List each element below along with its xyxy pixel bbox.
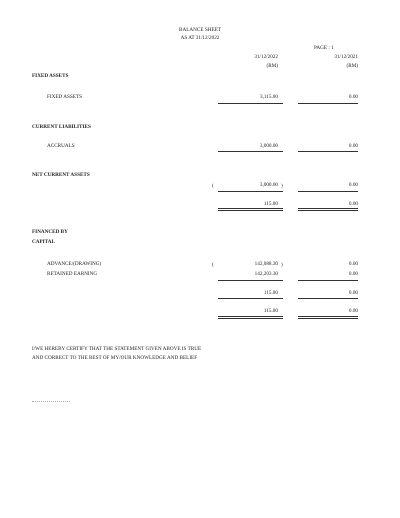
row-label-accruals: ACCRUALS bbox=[47, 143, 75, 149]
section-financed-by: FINANCED BY bbox=[32, 229, 68, 235]
rule-capital-prior bbox=[298, 280, 358, 281]
double-rule-nca-prior bbox=[298, 208, 358, 211]
signature-line bbox=[32, 401, 70, 402]
row-current-advance-drawing: 142,088.30 bbox=[254, 261, 278, 267]
report-title: BALANCE SHEET bbox=[179, 27, 221, 33]
rule-nca-current bbox=[218, 191, 283, 192]
row-current-fixed-assets: 3,115.00 bbox=[260, 94, 278, 100]
rule-nca-prior bbox=[298, 191, 358, 192]
total-current-capital: 115.00 bbox=[263, 308, 278, 314]
row-current-nca: 3,000.00 bbox=[259, 182, 278, 188]
column-current-date: 31/12/2022 bbox=[254, 54, 278, 60]
section-current-liabilities: CURRENT LIABILITIES bbox=[32, 124, 91, 130]
column-prior-date: 31/12/2021 bbox=[334, 54, 358, 60]
subtotal-prior-capital: 0.00 bbox=[348, 290, 358, 296]
report-subtitle: AS AT 31/12/2022 bbox=[180, 35, 220, 41]
row-prior-advance-drawing: 0.00 bbox=[348, 261, 358, 267]
paren-close-advance: ) bbox=[281, 262, 283, 268]
column-current-unit: (RM) bbox=[266, 63, 278, 69]
rule-fixed-assets-current bbox=[218, 103, 283, 104]
row-current-accruals: 3,000.00 bbox=[259, 143, 278, 149]
row-label-retained-earning: RETAINED EARNING bbox=[47, 271, 98, 277]
certification-line-2: AND CORRECT TO THE BEST OF MY/OUR KNOWLEDGE AND BELIEF bbox=[32, 355, 198, 361]
row-prior-nca: 0.00 bbox=[348, 182, 358, 188]
page-number: PAGE : 1 bbox=[314, 45, 334, 51]
total-current-nca: 115.00 bbox=[263, 201, 278, 207]
row-prior-accruals: 0.00 bbox=[348, 143, 358, 149]
paren-open-advance: ( bbox=[212, 262, 214, 268]
total-prior-nca: 0.00 bbox=[348, 201, 358, 207]
double-rule-capital-current bbox=[218, 316, 283, 319]
rule-fixed-assets-prior bbox=[298, 103, 358, 104]
section-fixed-assets: FIXED ASSETS bbox=[32, 73, 69, 79]
row-label-fixed-assets: FIXED ASSETS bbox=[47, 94, 83, 100]
row-current-retained-earning: 142,203.30 bbox=[254, 271, 278, 277]
column-prior-unit: (RM) bbox=[346, 63, 358, 69]
row-prior-fixed-assets: 0.00 bbox=[348, 94, 358, 100]
rule-accruals-current bbox=[218, 151, 283, 152]
double-rule-nca-current bbox=[218, 208, 283, 211]
double-rule-capital-prior bbox=[298, 316, 358, 319]
row-label-advance-drawing: ADVANCE/(DRAWING) bbox=[47, 261, 102, 267]
paren-open-nca: ( bbox=[212, 183, 214, 189]
total-prior-capital: 0.00 bbox=[348, 308, 358, 314]
rule-subtotal-current bbox=[218, 298, 283, 299]
section-net-current-assets: NET CURRENT ASSETS bbox=[32, 172, 90, 178]
certification-line-1: I/WE HEREBY CERTIFY THAT THE STATEMENT GIVEN ABOVE IS TRUE bbox=[32, 346, 202, 352]
rule-capital-current bbox=[218, 280, 283, 281]
rule-accruals-prior bbox=[298, 151, 358, 152]
subtotal-current-capital: 115.00 bbox=[263, 290, 278, 296]
section-capital: CAPITAL bbox=[32, 239, 55, 245]
rule-subtotal-prior bbox=[298, 298, 358, 299]
row-prior-retained-earning: 0.00 bbox=[348, 271, 358, 277]
paren-close-nca: ) bbox=[281, 183, 283, 189]
